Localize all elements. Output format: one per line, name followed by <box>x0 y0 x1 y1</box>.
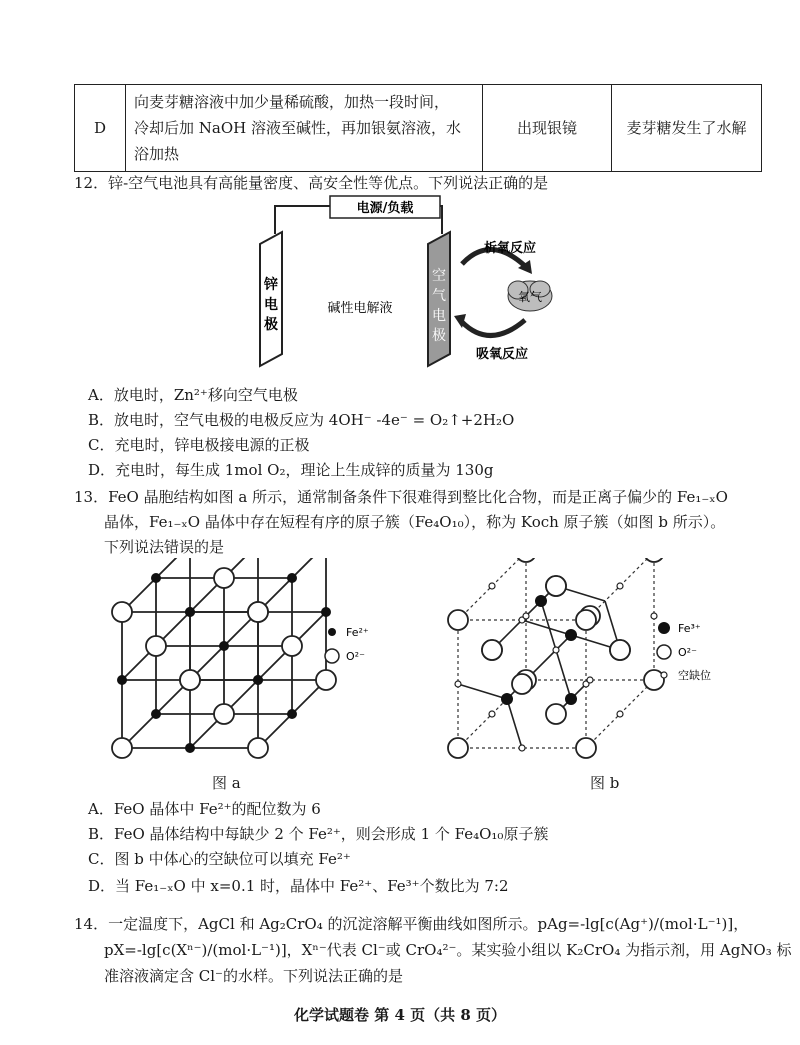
oxide-ion <box>180 670 200 690</box>
vacancy-site <box>489 711 495 717</box>
q13-stem-3: 下列说法错误的是 <box>104 538 225 556</box>
caption-b: 图 b <box>590 774 620 792</box>
q14-line-1: 14．一定温度下，AgCl 和 Ag₂CrO₄ 的沉淀溶解平衡曲线如图所示。pAg=-lg[c(Ag⁺)/(mol·L⁻¹)]， <box>74 915 749 933</box>
oxide-ion <box>546 704 566 724</box>
legend-o2-circle <box>657 645 671 659</box>
absorb-arrow <box>462 320 525 336</box>
vacancy-site <box>553 647 559 653</box>
legend-fe3-label: Fe³⁺ <box>678 622 701 635</box>
oxide-ion <box>516 558 536 562</box>
oxide-ion <box>482 640 502 660</box>
caption-a: 图 a <box>212 774 241 792</box>
legend-fe-label: Fe²⁺ <box>346 626 369 639</box>
q13-option-d: D．当 Fe₁₋ₓO 中 x=0.1 时，晶体中 Fe²⁺、Fe³⁺个数比为 7:2 <box>88 877 509 895</box>
legend-vacancy-label: 空缺位 <box>678 669 711 682</box>
vacancy-site <box>617 711 623 717</box>
q12-option-d: D．充电时，每生成 1mol O₂，理论上生成锌的质量为 130g <box>88 461 494 479</box>
electrolyte-label: 碱性电解液 <box>327 301 393 316</box>
q13-option-b: B．FeO 晶体结构中每缺少 2 个 Fe²⁺，则会形成 1 个 Fe₄O₁₀原子簇 <box>88 825 549 843</box>
zinc-label-3: 极 <box>264 317 278 333</box>
oxide-ion <box>448 610 468 630</box>
fe2-ion <box>219 641 229 651</box>
cluster-bond <box>507 699 522 748</box>
zinc-label-1: 锌 <box>264 277 278 293</box>
q12-option-b: B．放电时，空气电极的电极反应为 4OH⁻ -4e⁻ = O₂↑+2H₂O <box>88 411 515 429</box>
oxygen-cloud <box>508 281 552 311</box>
oxide-ion <box>214 704 234 724</box>
figure-a-lattice <box>96 558 386 768</box>
oxide-ion <box>248 738 268 758</box>
option-table <box>74 84 762 172</box>
oxide-ion <box>282 636 302 656</box>
row-operation <box>126 85 483 172</box>
air-label-1: 空 <box>432 268 446 284</box>
air-label-2: 气 <box>432 288 446 304</box>
legend-o-label: O²⁻ <box>346 650 365 663</box>
oxide-ion <box>576 738 596 758</box>
fe3-ion <box>501 693 513 705</box>
row-conclusion: 麦芽糖发生了水解 <box>612 85 762 172</box>
cluster-bond <box>556 650 571 699</box>
page-footer: 化学试题卷 第 4 页（共 8 页） <box>294 1006 506 1024</box>
vacancy-site <box>519 745 525 751</box>
battery-diagram <box>240 194 570 376</box>
operation-line: 冷却后加 NaOH 溶液至碱性，再加银氨溶液，水 <box>134 119 461 137</box>
cluster-bond <box>541 601 556 650</box>
q14-line-3: 准溶液滴定含 Cl⁻的水样。下列说法正确的是 <box>104 967 403 985</box>
fe2-ion <box>287 573 297 583</box>
release-label: 析氧反应 <box>483 241 537 256</box>
vacancy-site <box>617 583 623 589</box>
oxide-ion <box>248 602 268 622</box>
fe2-ion <box>185 743 195 753</box>
fe2-ion <box>321 607 331 617</box>
legend-fe3-dot <box>658 622 670 634</box>
oxide-ion <box>448 738 468 758</box>
fe3-ion <box>535 595 547 607</box>
q13-option-a: A．FeO 晶体中 Fe²⁺的配位数为 6 <box>88 800 321 818</box>
q13-stem-1: 13．FeO 晶胞结构如图 a 所示，通常制备条件下很难得到整比化合物，而是正离子偏少的 Fe₁₋ₓO <box>74 488 728 506</box>
oxide-ion <box>644 670 664 690</box>
absorb-label: 吸氧反应 <box>475 347 529 362</box>
fe2-ion <box>253 675 263 685</box>
q13-option-c: C．图 b 中体心的空缺位可以填充 Fe²⁺ <box>88 850 351 868</box>
legend-fe-dot <box>328 628 336 636</box>
row-label: D <box>75 85 126 172</box>
air-label-3: 电 <box>432 308 446 324</box>
vacancy-site <box>455 681 461 687</box>
fe3-ion <box>565 629 577 641</box>
fe2-ion <box>287 709 297 719</box>
oxide-ion <box>146 636 166 656</box>
vacancy-site <box>651 613 657 619</box>
oxygen-label: 氧气 <box>517 290 543 304</box>
zinc-label-2: 电 <box>264 297 278 313</box>
q12-option-c: C．充电时，锌电极接电源的正极 <box>88 436 310 454</box>
vacancy-site <box>489 583 495 589</box>
cluster-bond <box>522 620 571 635</box>
oxide-ion <box>112 738 132 758</box>
vacancy-site <box>523 613 529 619</box>
air-label-4: 极 <box>432 328 446 344</box>
q14-line-2: pX=-lg[c(Xⁿ⁻)/(mol·L⁻¹)]，Xⁿ⁻代表 Cl⁻或 CrO₄²⁻。某实验小组以 K₂CrO₄ 为指示剂，用 AgNO₃ 标 <box>104 941 792 959</box>
oxide-ion <box>576 610 596 630</box>
oxide-ion <box>512 674 532 694</box>
fe2-ion <box>185 607 195 617</box>
legend-o-circle <box>325 649 339 663</box>
oxide-ion <box>214 568 234 588</box>
oxide-ion <box>316 670 336 690</box>
fe2-ion <box>117 675 127 685</box>
legend-vacancy-circle <box>661 672 667 678</box>
fe3-ion <box>565 693 577 705</box>
fe2-ion <box>151 573 161 583</box>
figure-b-koch-cluster <box>440 558 740 768</box>
legend-o2-label: O²⁻ <box>678 646 697 659</box>
oxide-ion <box>644 558 664 562</box>
q12-stem: 12．锌-空气电池具有高能量密度、高安全性等优点。下列说法正确的是 <box>74 174 549 192</box>
row-phenomenon: 出现银镜 <box>483 85 612 172</box>
cluster-bond <box>458 684 507 699</box>
operation-line: 向麦芽糖溶液中加少量稀硫酸，加热一段时间， <box>134 93 450 111</box>
oxide-ion <box>546 576 566 596</box>
vacancy-site <box>587 677 593 683</box>
table-row <box>75 85 762 172</box>
fe2-ion <box>151 709 161 719</box>
q13-stem-2: 晶体，Fe₁₋ₓO 晶体中存在短程有序的原子簇（Fe₄O₁₀），称为 Koch 原子簇（如图 b 所示）。 <box>104 513 726 531</box>
load-label: 电源/负载 <box>356 201 414 216</box>
operation-line: 浴加热 <box>134 145 180 163</box>
oxide-ion <box>610 640 630 660</box>
q12-option-a: A．放电时，Zn²⁺移向空气电极 <box>88 386 298 404</box>
oxide-ion <box>112 602 132 622</box>
